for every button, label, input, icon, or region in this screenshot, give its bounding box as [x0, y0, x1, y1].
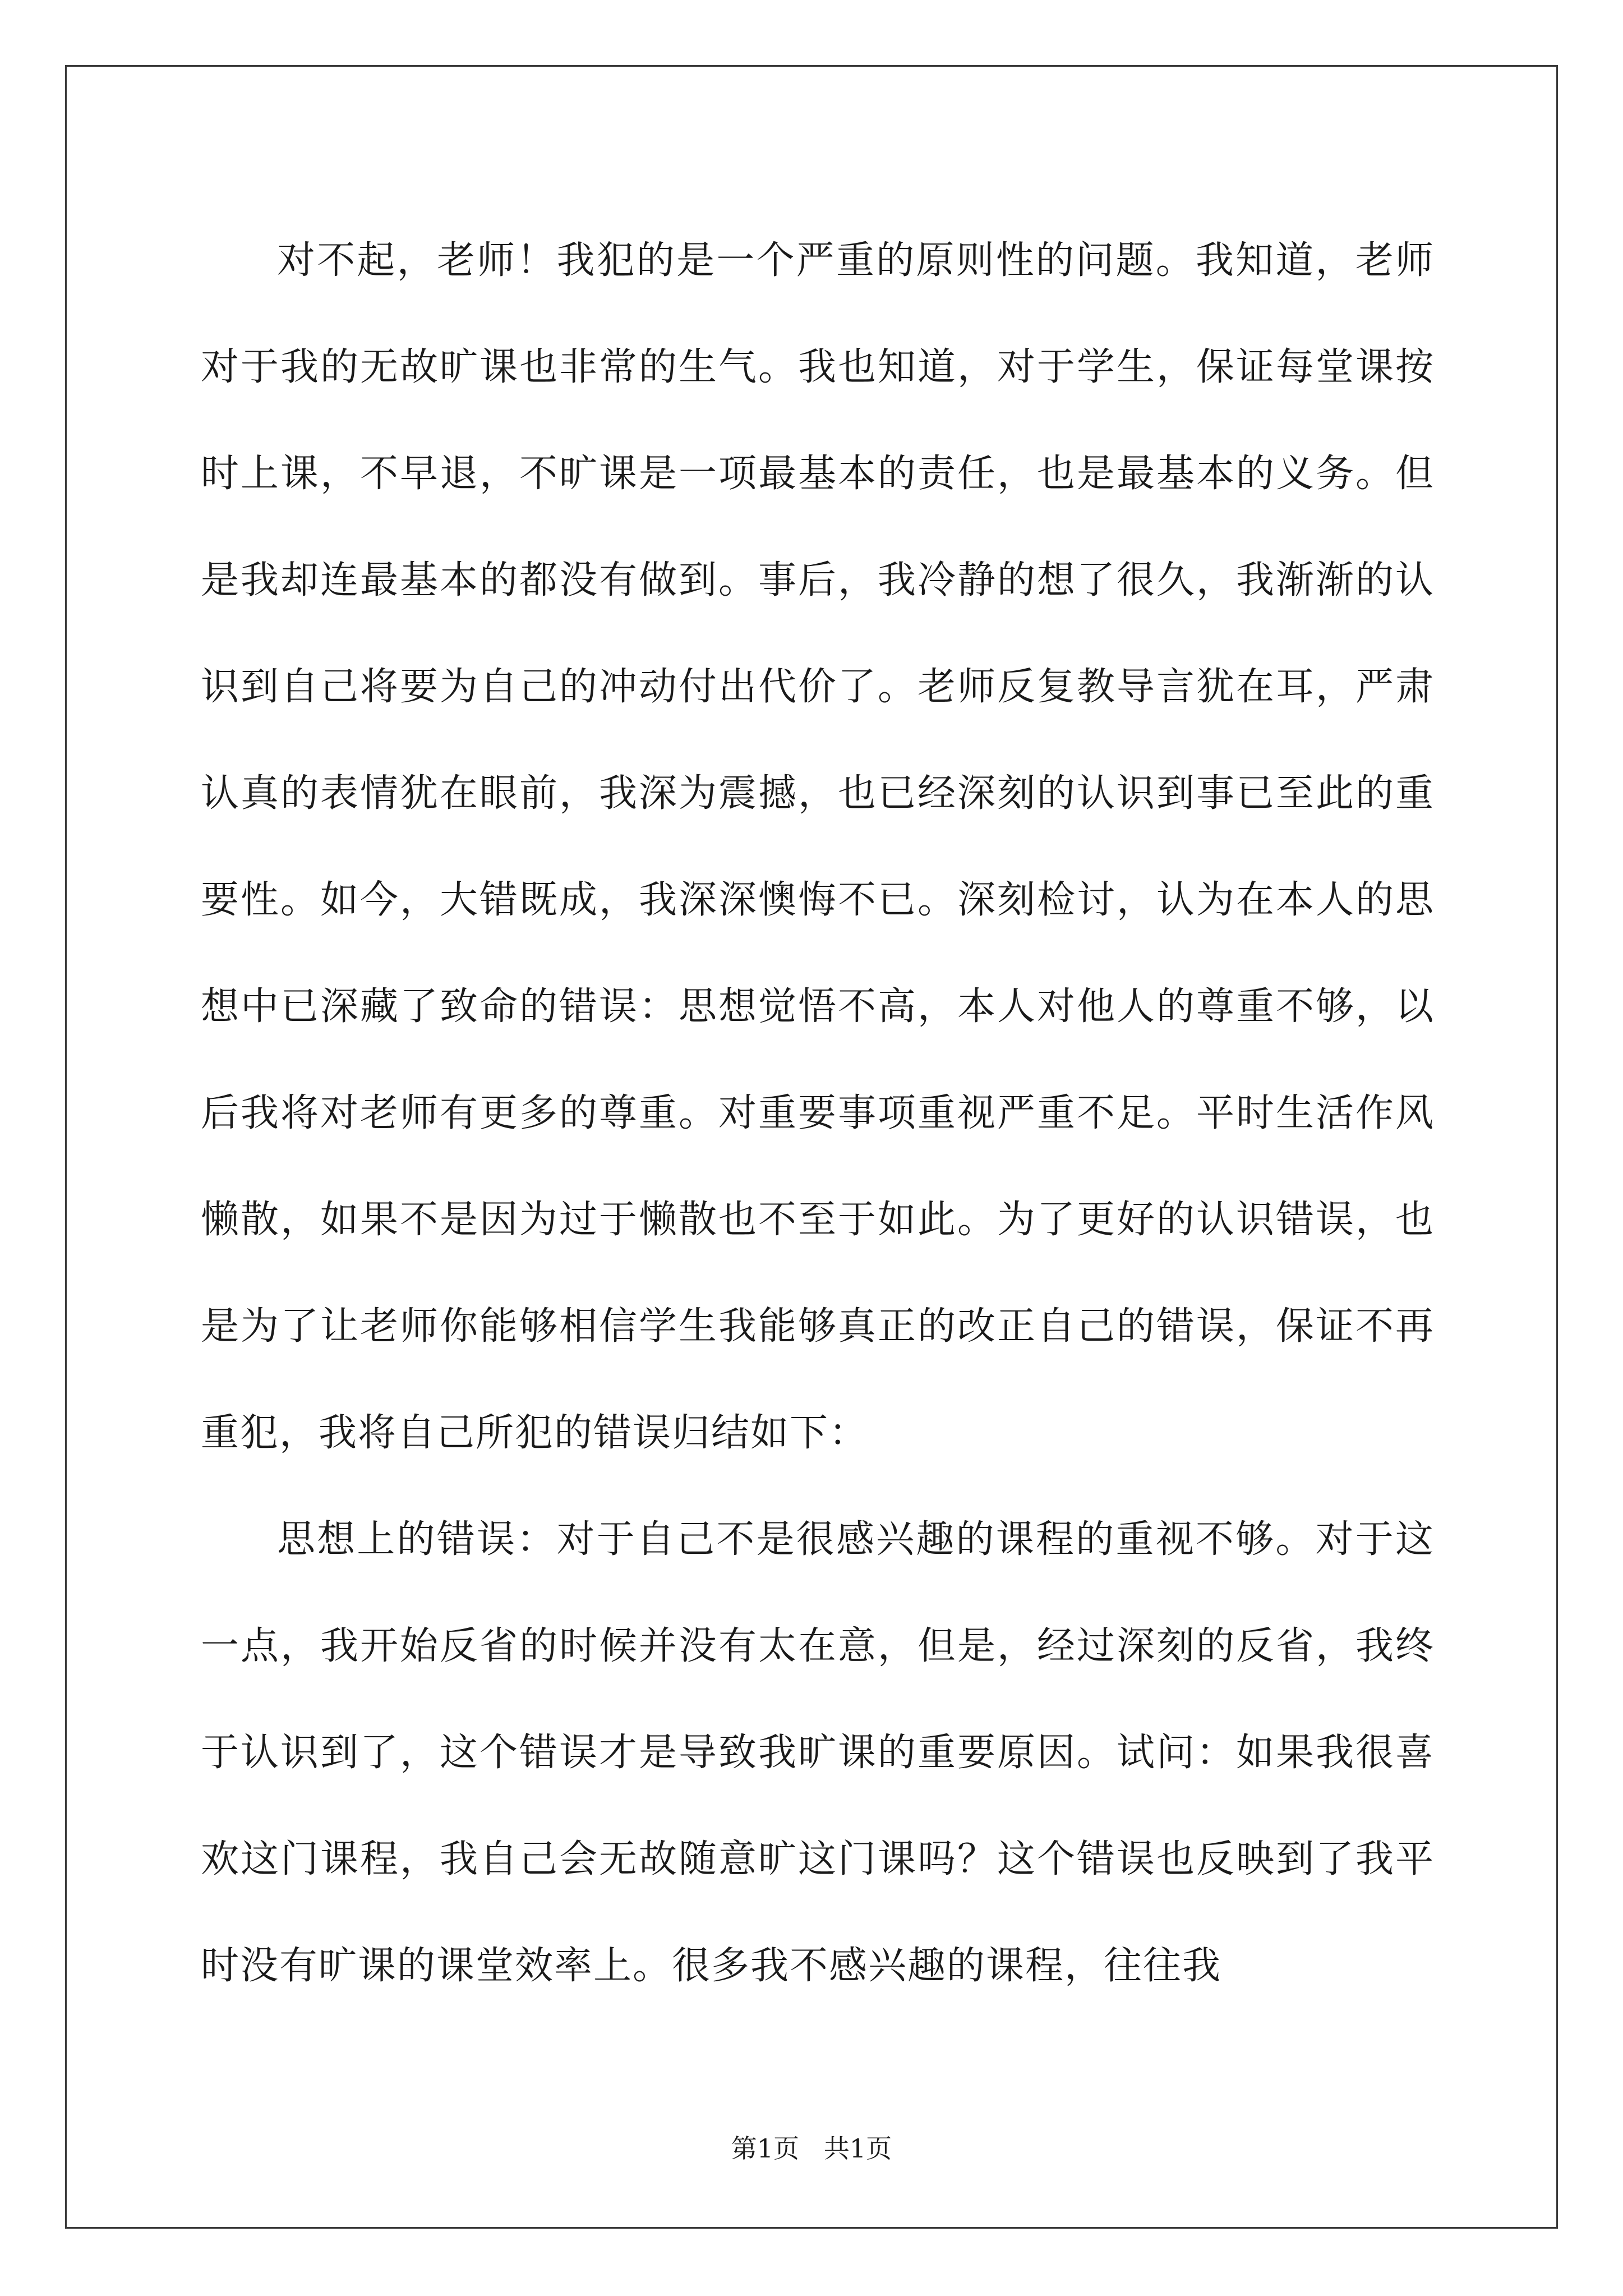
- paragraph-2: 思想上的错误：对于自己不是很感兴趣的课程的重视不够。对于这一点，我开始反省的时候并没有太在意，但是，经过深刻的反省，我终于认识到了，这个错误才是导致我旷课的重要原因。试问：如果我很喜欢这门课程，我自己会无故随意旷这门课吗？这个错误也反映到了我平时没有旷课的课堂效率上。很多我不感兴趣的课程，往往我: [201, 1517, 1435, 1988]
- page-number-label: 第1页 共1页: [731, 2133, 892, 2164]
- page-footer: [0, 2132, 1623, 2165]
- document-body: [201, 208, 1435, 2019]
- paragraph-1: 对不起，老师！我犯的是一个严重的原则性的问题。我知道，老师对于我的无故旷课也非常的生气。我也知道，对于学生，保证每堂课按时上课，不早退，不旷课是一项最基本的责任，也是最基本的义务。但是我却连最基本的都没有做到。事后，我冷静的想了很久，我渐渐的认识到自己将要为自己的冲动付出代价了。老师反复教导言犹在耳，严肃认真的表情犹在眼前，我深为震撼，也已经深刻的认识到事已至此的重要性。如今，大错既成，我深深懊悔不已。深刻检讨，认为在本人的思想中已深藏了致命的错误：思想觉悟不高，本人对他人的尊重不够，以后我将对老师有更多的尊重。对重要事项重视严重不足。平时生活作风懒散，如果不是因为过于懒散也不至于如此。为了更好的认识错误，也是为了让老师你能够相信学生我能够真正的改正自己的错误，保证不再重犯，我将自己所犯的错误归结如下：: [201, 238, 1435, 1455]
